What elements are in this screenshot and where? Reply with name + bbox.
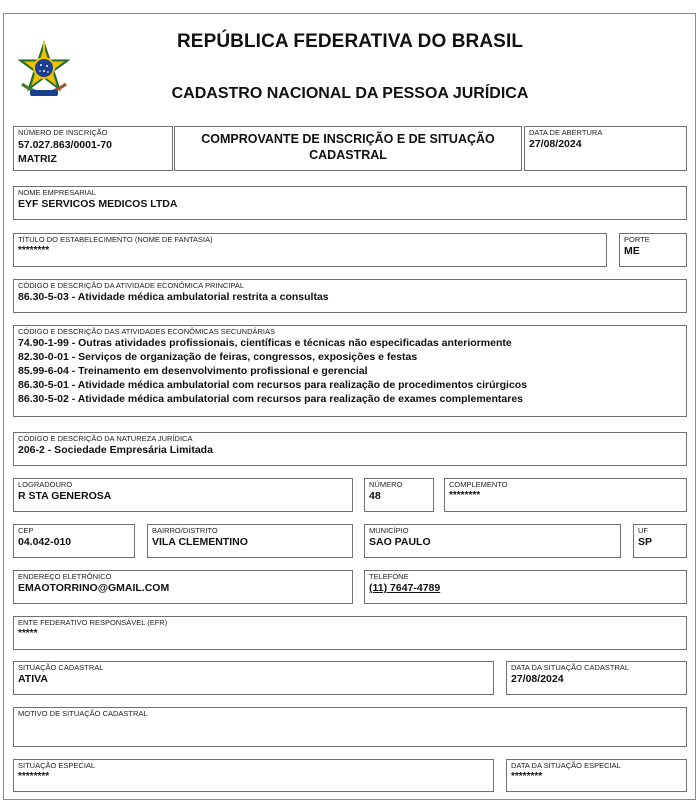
complemento-label: COMPLEMENTO bbox=[449, 480, 508, 489]
situacao-especial-value: ******** bbox=[18, 771, 50, 782]
municipio-box bbox=[364, 524, 621, 558]
motivo-box bbox=[13, 707, 687, 747]
atividade-principal-label: CÓDIGO E DESCRIÇÃO DA ATIVIDADE ECONÔMICA PRINCIPAL bbox=[18, 281, 245, 290]
atividades-secundarias-label: CÓDIGO E DESCRIÇÃO DAS ATIVIDADES ECONÔMICAS SECUNDÁRIAS bbox=[18, 327, 275, 336]
motivo-label: MOTIVO DE SITUAÇÃO CADASTRAL bbox=[18, 709, 148, 718]
numero-box bbox=[364, 478, 434, 512]
situacao-value: ATIVA bbox=[18, 673, 48, 685]
atividade-principal-value: 86.30-5-03 - Atividade médica ambulatorial restrita a consultas bbox=[18, 291, 329, 303]
abertura-label: DATA DE ABERTURA bbox=[529, 128, 603, 137]
municipio-label: MUNICÍPIO bbox=[369, 526, 409, 535]
logradouro-box bbox=[13, 478, 353, 512]
complemento-value: ******** bbox=[449, 490, 481, 501]
comprovante-title-line2: CADASTRAL bbox=[309, 148, 387, 162]
nome-empresarial-label: NOME EMPRESARIAL bbox=[18, 188, 96, 197]
cnpj-value: 57.027.863/0001-70 bbox=[18, 139, 113, 151]
email-label: ENDEREÇO ELETRÔNICO bbox=[18, 572, 112, 581]
titulo-value: ******** bbox=[18, 245, 50, 256]
data-situacao-especial-value: ******** bbox=[511, 771, 543, 782]
efr-label: ENTE FEDERATIVO RESPONSÁVEL (EFR) bbox=[18, 618, 168, 627]
cep-box bbox=[13, 524, 135, 558]
email-value: EMAOTORRINO@GMAIL.COM bbox=[18, 582, 170, 594]
numero-value: 48 bbox=[369, 490, 381, 502]
nome-empresarial-box bbox=[13, 186, 687, 220]
data-situacao-especial-box bbox=[506, 759, 687, 792]
email-box bbox=[13, 570, 353, 604]
list-item: 86.30-5-01 - Atividade médica ambulatorial com recursos para realização de procedimentos cirúrgicos bbox=[18, 379, 528, 391]
bairro-box bbox=[147, 524, 353, 558]
natureza-juridica-label: CÓDIGO E DESCRIÇÃO DA NATUREZA JURÍDICA bbox=[18, 434, 193, 443]
nome-empresarial-value: EYF SERVICOS MEDICOS LTDA bbox=[18, 198, 178, 210]
logradouro-label: LOGRADOURO bbox=[18, 480, 73, 489]
data-situacao-label: DATA DA SITUAÇÃO CADASTRAL bbox=[511, 663, 630, 672]
data-situacao-box bbox=[506, 661, 687, 695]
list-item: 82.30-0-01 - Serviços de organização de feiras, congressos, exposições e festas bbox=[18, 351, 418, 363]
bairro-value: VILA CLEMENTINO bbox=[152, 536, 248, 548]
abertura-value: 27/08/2024 bbox=[529, 138, 582, 150]
situacao-especial-box bbox=[13, 759, 494, 792]
titulo-box bbox=[13, 233, 607, 267]
inscricao-box bbox=[13, 126, 173, 171]
data-situacao-value: 27/08/2024 bbox=[511, 673, 564, 685]
natureza-juridica-box bbox=[13, 432, 687, 466]
comprovante-title-line1: COMPROVANTE DE INSCRIÇÃO E DE SITUAÇÃO bbox=[201, 132, 495, 146]
situacao-box bbox=[13, 661, 494, 695]
tipo-value: MATRIZ bbox=[18, 153, 57, 165]
municipio-value: SAO PAULO bbox=[369, 536, 431, 548]
page-subtitle: CADASTRO NACIONAL DA PESSOA JURÍDICA bbox=[171, 85, 529, 102]
situacao-label: SITUAÇÃO CADASTRAL bbox=[18, 663, 104, 672]
uf-box bbox=[633, 524, 687, 558]
cep-value: 04.042-010 bbox=[18, 536, 72, 548]
abertura-box bbox=[524, 126, 687, 171]
situacao-especial-label: SITUAÇÃO ESPECIAL bbox=[18, 761, 96, 770]
telefone-box bbox=[364, 570, 687, 604]
list-item: 86.30-5-02 - Atividade médica ambulatorial com recursos para realização de exames complementares bbox=[18, 393, 524, 405]
list-item: 74.90-1-99 - Outras atividades profissionais, científicas e técnicas não especificadas anteriormente bbox=[18, 337, 512, 349]
porte-label: PORTE bbox=[624, 235, 650, 244]
efr-box bbox=[13, 616, 687, 650]
atividade-principal-box bbox=[13, 279, 687, 313]
page-title: REPÚBLICA FEDERATIVA DO BRASIL bbox=[176, 31, 524, 52]
telefone-label: TELEFONE bbox=[369, 572, 409, 581]
uf-label: UF bbox=[638, 526, 648, 535]
porte-value: ME bbox=[624, 245, 640, 257]
inscricao-label: NÚMERO DE INSCRIÇÃO bbox=[18, 128, 108, 137]
comprovante-title-box bbox=[174, 126, 522, 171]
efr-value: ***** bbox=[18, 628, 38, 639]
logradouro-value: R STA GENEROSA bbox=[18, 490, 112, 502]
data-situacao-especial-label: DATA DA SITUAÇÃO ESPECIAL bbox=[511, 761, 621, 770]
list-item: 85.99-6-04 - Treinamento em desenvolvimento profissional e gerencial bbox=[18, 365, 368, 377]
atividades-secundarias-box bbox=[13, 325, 687, 417]
complemento-box bbox=[444, 478, 687, 512]
cep-label: CEP bbox=[18, 526, 34, 535]
porte-box bbox=[619, 233, 687, 267]
bairro-label: BAIRRO/DISTRITO bbox=[152, 526, 218, 535]
natureza-juridica-value: 206-2 - Sociedade Empresária Limitada bbox=[18, 444, 213, 456]
titulo-label: TÍTULO DO ESTABELECIMENTO (NOME DE FANTASIA) bbox=[18, 235, 213, 244]
numero-label: NÚMERO bbox=[369, 480, 403, 489]
telefone-link[interactable]: (11) 7647-4789 bbox=[369, 582, 441, 594]
uf-value: SP bbox=[638, 536, 653, 548]
